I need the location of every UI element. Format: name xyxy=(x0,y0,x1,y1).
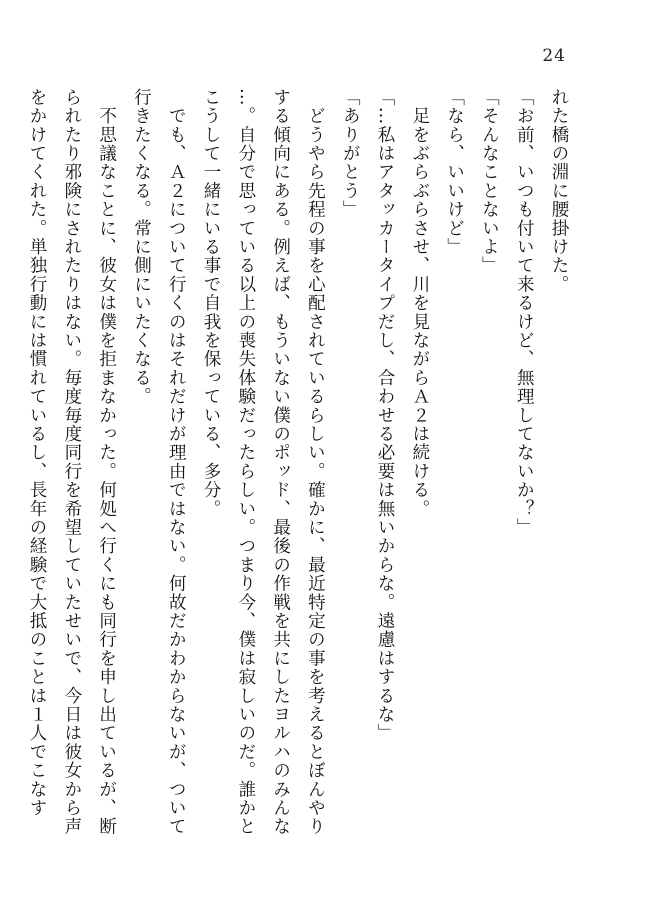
text-line: 足をぶらぶらさせ、川を見ながらＡ２は続ける。 xyxy=(409,88,430,519)
text-line: する傾向にある。例えば、もういない僕のポッド、最後の作戦を共にしたヨルハのみんな xyxy=(270,88,291,836)
text-line: 「…私はアタッカータイプだし、合わせる必要は無いからな。遠慮はするな」 xyxy=(375,88,396,743)
text-line: …。自分で思っている以上の喪失体験だったらしい。つまり今、僕は寂しいのだ。誰かと xyxy=(235,88,256,836)
page-number: 24 xyxy=(542,46,566,66)
vertical-text-body xyxy=(27,88,576,848)
text-line: れた橋の淵に腰掛けた。 xyxy=(549,88,569,294)
text-line: 「お前、いつも付いて来るけど、無理してないか？」 xyxy=(514,88,535,537)
text-line: どうやら先程の事を心配されているらしい。確かに、最近特定の事を考えるとぼんやり xyxy=(305,88,326,836)
text-line: 行きたくなる。常に側にいたくなる。 xyxy=(131,88,152,406)
text-line: をかけてくれた。単独行動には慣れているし、長年の経験で大抵のことは１人でこなす xyxy=(27,88,48,818)
text-line: 「なら、いいけど」 xyxy=(444,88,465,257)
text-line: 「そんなことないよ」 xyxy=(479,88,500,275)
text-line: でも、Ａ２について行くのはそれだけが理由ではない。何故だかわからないが、ついて xyxy=(166,88,187,836)
text-line: こうして一緒にいる事で自我を保っている、多分。 xyxy=(201,88,222,519)
text-line: 不思議なことに、彼女は僕を拒まなかった。何処へ行くにも同行を申し出ているが、断 xyxy=(96,88,117,836)
text-line: 「ありがとう」 xyxy=(340,88,361,219)
text-line: られたり邪険にされたりはない。毎度毎度同行を希望していたせいで、今日は彼女から声 xyxy=(61,88,82,836)
